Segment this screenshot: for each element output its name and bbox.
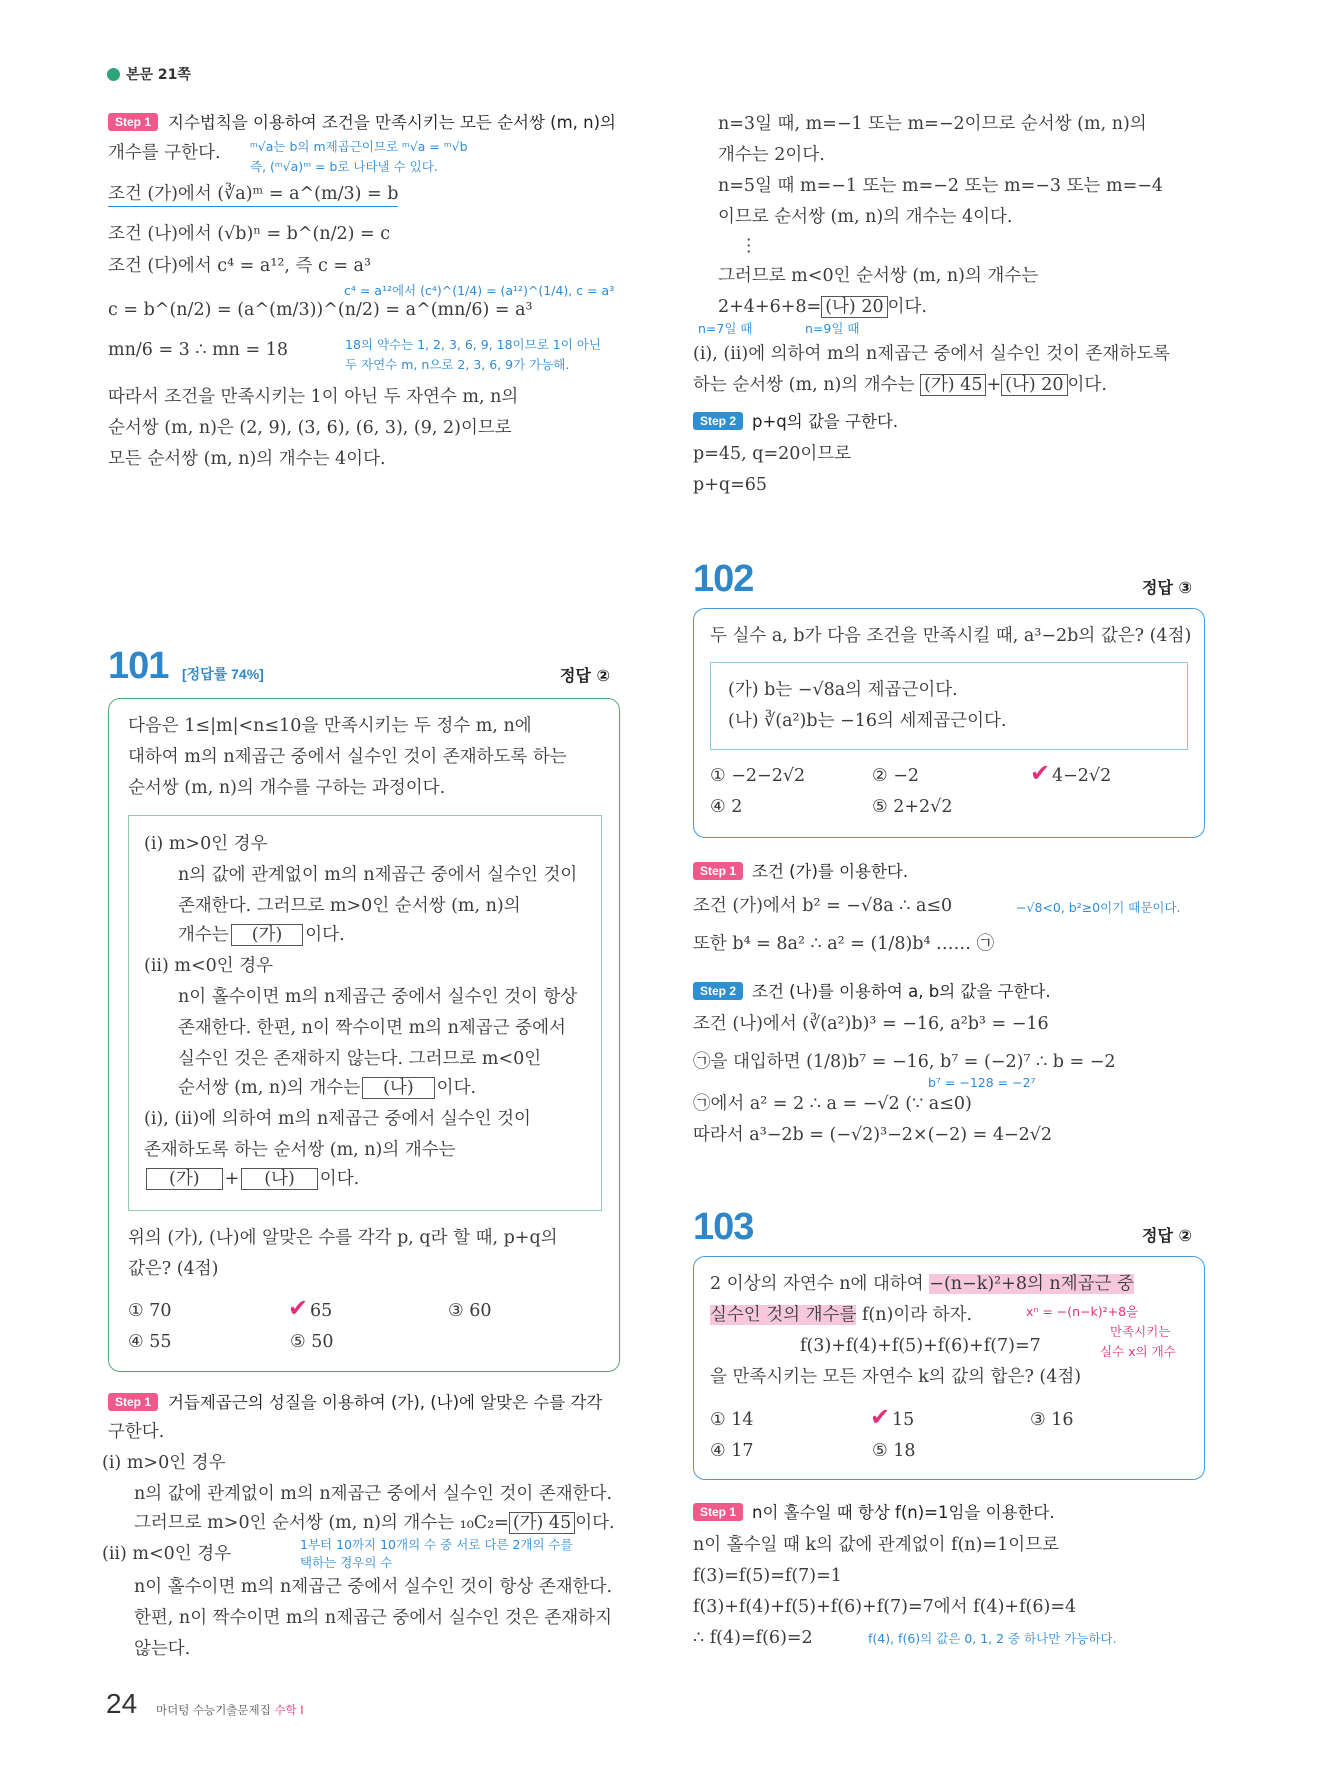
note-annotation: 18의 약수는 1, 2, 3, 6, 9, 18이므로 1이 아닌 (345, 337, 601, 352)
text-line: 존재한다. 한편, n이 짝수이면 m의 n제곱근 중에서 (178, 1018, 566, 1038)
text-line: 조건 (가)에서 (∛a)ᵐ = a^(m/3) = b (108, 182, 398, 207)
text-line: 실수인 것은 존재하지 않는다. 그러므로 m<0인 (178, 1049, 542, 1069)
text-line (693, 373, 1107, 397)
text-line: 조건 (나)에서 (∛(a²)b)³ = −16, a²b³ = −16 (693, 1014, 1049, 1034)
choice-5[interactable]: ⑤ 18 (872, 1441, 916, 1461)
note-annotation: 1부터 10까지 10개의 수 중 서로 다른 2개의 수를 (300, 1537, 573, 1552)
text-line: ㉠에서 a² = 2 ∴ a = −√2 (∵ a≤0) (693, 1094, 972, 1114)
note-annotation: 실수 x의 개수 (1100, 1344, 1176, 1359)
text-line: n=3일 때, m=−1 또는 m=−2이므로 순서쌍 (m, n)의 (718, 114, 1147, 134)
text-prefix: 개수는 (178, 925, 229, 945)
text-line: (i) m>0인 경우 (102, 1453, 226, 1473)
text-prefix: 그러므로 m>0인 순서쌍 (m, n)의 개수는 ₁₀C₂= (134, 1513, 509, 1533)
text-line: p+q=65 (693, 475, 767, 495)
text-line: 조건 (나)에서 (√b)ⁿ = b^(n/2) = c (108, 224, 391, 244)
step2-tag: Step 2 (693, 412, 743, 430)
text-line: c = b^(n/2) = (a^(m/3))^(n/2) = a^(mn/6) = a³ (108, 300, 533, 320)
sum-expression: 2+4+6+8= (718, 297, 822, 317)
text-line: p=45, q=20이므로 (693, 444, 852, 464)
text-line: f(3)+f(4)+f(5)+f(6)+f(7)=7 (800, 1336, 1041, 1356)
step2-tag: Step 2 (693, 982, 743, 1000)
text-line: 한편, n이 짝수이면 m의 n제곱근 중에서 실수인 것은 존재하지 (134, 1608, 613, 1628)
text-line (178, 1076, 476, 1100)
text-line: (i) m>0인 경우 (144, 834, 268, 854)
check-icon: ✔ (288, 1294, 309, 1322)
text-line: 개수를 구한다. (108, 143, 221, 163)
text-line: (ii) m<0인 경우 (102, 1544, 232, 1564)
text-line: 이므로 순서쌍 (m, n)의 개수는 4이다. (718, 207, 1013, 227)
book-name: 마더텅 수능기출문제집 (156, 1703, 271, 1717)
step1-heading: 조건 (가)를 이용한다. (752, 862, 909, 881)
text-line (144, 1167, 359, 1191)
text-line: 않는다. (134, 1639, 191, 1659)
text-line: 을 만족시키는 모든 자연수 k의 값의 합은? (4점) (710, 1367, 1082, 1387)
text-suffix: 이다. (575, 1513, 615, 1533)
problem-number: 102 (693, 558, 754, 600)
note-annotation: c⁴ = a¹²에서 (c⁴)^(1/4) = (a¹²)^(1/4), c = a³ (344, 283, 615, 298)
text-line: (ii) m<0인 경우 (144, 956, 274, 976)
choice-3[interactable]: ③ 60 (448, 1301, 492, 1321)
text-suffix: 이다. (1067, 375, 1107, 395)
answer-label: 정답 ② (560, 666, 611, 685)
text-line: 다음은 1≤|m|<n≤10을 만족시키는 두 정수 m, n에 (128, 716, 532, 736)
problem-number: 101 (108, 645, 169, 687)
step1-heading: 지수법칙을 이용하여 조건을 만족시키는 모든 순서쌍 (m, n)의 (168, 113, 616, 132)
book-title (156, 1702, 304, 1718)
answer-label: 정답 ② (1142, 1226, 1193, 1245)
condition-box (710, 662, 1188, 750)
note-annotation: ᵐ√a는 b의 m제곱근이므로 ᵐ√a = ᵐ√b (250, 139, 468, 154)
condition-line: (가) b는 −√8a의 제곱근이다. (728, 680, 958, 700)
answer-box: (가) 45 (509, 1512, 575, 1534)
answer-box: (가) 45 (920, 374, 986, 396)
note-annotation: b⁷ = −128 = −2⁷ (928, 1075, 1036, 1090)
text-line: 따라서 a³−2b = (−√2)³−2×(−2) = 4−2√2 (693, 1125, 1053, 1145)
problem-number: 103 (693, 1206, 754, 1248)
text-line: n의 값에 관계없이 m의 n제곱근 중에서 실수인 것이 존재한다. (134, 1484, 613, 1504)
step1-tag: Step 1 (693, 862, 743, 880)
step2-heading: 조건 (나)를 이용하여 a, b의 값을 구한다. (752, 982, 1051, 1001)
text-line: ∴ f(4)=f(6)=2 (693, 1628, 813, 1648)
text-suffix: 이다. (436, 1078, 477, 1098)
text-prefix: 순서쌍 (m, n)의 개수는 (178, 1078, 361, 1098)
choice-2[interactable]: 65 (310, 1301, 333, 1321)
text-line: 값은? (4점) (128, 1259, 219, 1279)
text-line: 순서쌍 (m, n)은 (2, 9), (3, 6), (6, 3), (9, 2)이므로 (108, 418, 512, 438)
step1-heading: n이 홀수일 때 항상 f(n)=1임을 이용한다. (752, 1503, 1055, 1522)
note-annotation: f(4), f(6)의 값은 0, 1, 2 중 하나만 가능하다. (868, 1631, 1117, 1646)
note-annotation: 즉, (ᵐ√a)ᵐ = b로 나타낼 수 있다. (250, 159, 438, 174)
text-line (178, 923, 345, 947)
text-line (710, 1272, 1134, 1296)
text-suffix: 이다. (887, 297, 927, 317)
text-line: n이 홀수이면 m의 n제곱근 중에서 실수인 것이 항상 존재한다. (134, 1577, 613, 1597)
text-line: 대하여 m의 n제곱근 중에서 실수인 것이 존재하도록 하는 (128, 747, 567, 767)
step1-heading: 거듭제곱근의 성질을 이용하여 (가), (나)에 알맞은 수를 각각 (168, 1393, 603, 1412)
text-line (134, 1511, 615, 1535)
choice-1[interactable]: ① 70 (128, 1301, 172, 1321)
text-suffix: 이다. (305, 925, 345, 945)
text-prefix: 하는 순서쌍 (m, n)의 개수는 (693, 375, 915, 395)
step1-tag: Step 1 (108, 113, 158, 131)
text-line: n의 값에 관계없이 m의 n제곱근 중에서 실수인 것이 (178, 865, 578, 885)
text-line: 조건 (가)에서 b² = −√8a ∴ a≤0 (693, 896, 953, 916)
subject-name: 수학 I (274, 1703, 304, 1717)
text-prefix: 2 이상의 자연수 n에 대하여 (710, 1274, 924, 1294)
text-line: 개수는 2이다. (718, 145, 825, 165)
text-line (710, 1303, 972, 1327)
choice-5[interactable]: ⑤ 50 (290, 1332, 334, 1352)
note-annotation: n=9일 때 (805, 321, 860, 336)
note-annotation: 만족시키는 (1110, 1324, 1171, 1339)
highlighted-text: −(n−k)²+8의 n제곱근 중 (929, 1274, 1134, 1294)
text-line: n=5일 때 m=−1 또는 m=−2 또는 m=−3 또는 m=−4 (718, 176, 1164, 196)
choice-2[interactable]: ② −2 (872, 766, 920, 786)
text-line: mn/6 = 3 ∴ mn = 18 (108, 340, 288, 360)
step2-heading: p+q의 값을 구한다. (752, 412, 899, 431)
highlighted-text: 실수인 것의 개수를 (710, 1305, 857, 1325)
choice-4[interactable]: ④ 2 (710, 797, 743, 817)
step1-tag: Step 1 (693, 1503, 743, 1521)
text-line (718, 295, 927, 319)
answer-label: 정답 ③ (1142, 578, 1193, 597)
text-line: 순서쌍 (m, n)의 개수를 구하는 과정이다. (128, 778, 446, 798)
step1-tag: Step 1 (108, 1393, 158, 1411)
text-line: n이 홀수이면 m의 n제곱근 중에서 실수인 것이 항상 (178, 987, 578, 1007)
text-line: 구한다. (108, 1422, 165, 1442)
text-line: 따라서 조건을 만족시키는 1이 아닌 두 자연수 m, n의 (108, 387, 519, 407)
note-annotation: −√8<0, b²≥0이기 때문이다. (1016, 900, 1181, 915)
text-line: 존재하도록 하는 순서쌍 (m, n)의 개수는 (144, 1140, 456, 1160)
page-number: 24 (106, 1688, 138, 1719)
blank-box: (나) (241, 1168, 318, 1190)
plus-sign: + (224, 1169, 240, 1189)
choice-1[interactable]: ① −2−2√2 (710, 766, 806, 786)
text-line: 존재한다. 그러므로 m>0인 순서쌍 (m, n)의 (178, 896, 521, 916)
text-line: (i), (ii)에 의하여 m의 n제곱근 중에서 실수인 것이 존재하도록 (693, 344, 1171, 364)
text-line: 또한 b⁴ = 8a² ∴ a² = (1/8)b⁴ …… ㉠ (693, 934, 995, 954)
text-suffix: f(n)이라 하자. (861, 1305, 973, 1325)
accuracy-rate: [정답률 74%] (182, 666, 264, 682)
text-line: f(3)=f(5)=f(7)=1 (693, 1566, 842, 1586)
text-line: 위의 (가), (나)에 알맞은 수를 각각 p, q라 할 때, p+q의 (128, 1228, 558, 1248)
blank-box: (가) (146, 1168, 223, 1190)
text-line: ㉠을 대입하면 (1/8)b⁷ = −16, b⁷ = (−2)⁷ ∴ b = −2 (693, 1052, 1116, 1072)
text-line: 두 실수 a, b가 다음 조건을 만족시킬 때, a³−2b의 값은? (4점) (710, 626, 1192, 646)
plus-sign: + (986, 375, 1002, 395)
answer-box: (나) 20 (821, 296, 887, 318)
header-bullet-icon (107, 68, 120, 81)
note-annotation: 두 자연수 m, n으로 2, 3, 6, 9가 가능해. (345, 357, 570, 372)
text-line: ⋮ (740, 236, 758, 256)
text-line: n이 홀수일 때 k의 값에 관계없이 f(n)=1이므로 (693, 1535, 1060, 1555)
condition-line: (나) ∛(a²)b는 −16의 세제곱근이다. (728, 711, 1007, 731)
text-line: f(3)+f(4)+f(5)+f(6)+f(7)=7에서 f(4)+f(6)=4 (693, 1597, 1077, 1617)
choice-2[interactable]: 15 (892, 1410, 915, 1430)
check-icon: ✔ (1030, 759, 1051, 787)
blank-box: (가) (231, 924, 304, 946)
note-annotation: xⁿ = −(n−k)²+8을 (1026, 1304, 1139, 1319)
answer-box: (나) 20 (1001, 374, 1067, 396)
check-icon: ✔ (870, 1403, 891, 1431)
text-suffix: 이다. (319, 1169, 360, 1189)
choice-5[interactable]: ⑤ 2+2√2 (872, 797, 953, 817)
choice-3[interactable]: ③ 16 (1030, 1410, 1074, 1430)
header-label: 본문 21쪽 (126, 67, 191, 83)
text-line: 조건 (다)에서 c⁴ = a¹², 즉 c = a³ (108, 256, 372, 276)
text-line: 그러므로 m<0인 순서쌍 (m, n)의 개수는 (718, 266, 1039, 286)
choice-1[interactable]: ① 14 (710, 1410, 754, 1430)
choice-3[interactable]: 4−2√2 (1052, 766, 1112, 786)
note-annotation: 택하는 경우의 수 (300, 1555, 393, 1570)
choice-4[interactable]: ④ 55 (128, 1332, 172, 1352)
text-line: 모든 순서쌍 (m, n)의 개수는 4이다. (108, 449, 386, 469)
choice-4[interactable]: ④ 17 (710, 1441, 754, 1461)
text-line: (i), (ii)에 의하여 m의 n제곱근 중에서 실수인 것이 (144, 1109, 531, 1129)
blank-box: (나) (362, 1077, 435, 1099)
note-annotation: n=7일 때 (698, 321, 753, 336)
